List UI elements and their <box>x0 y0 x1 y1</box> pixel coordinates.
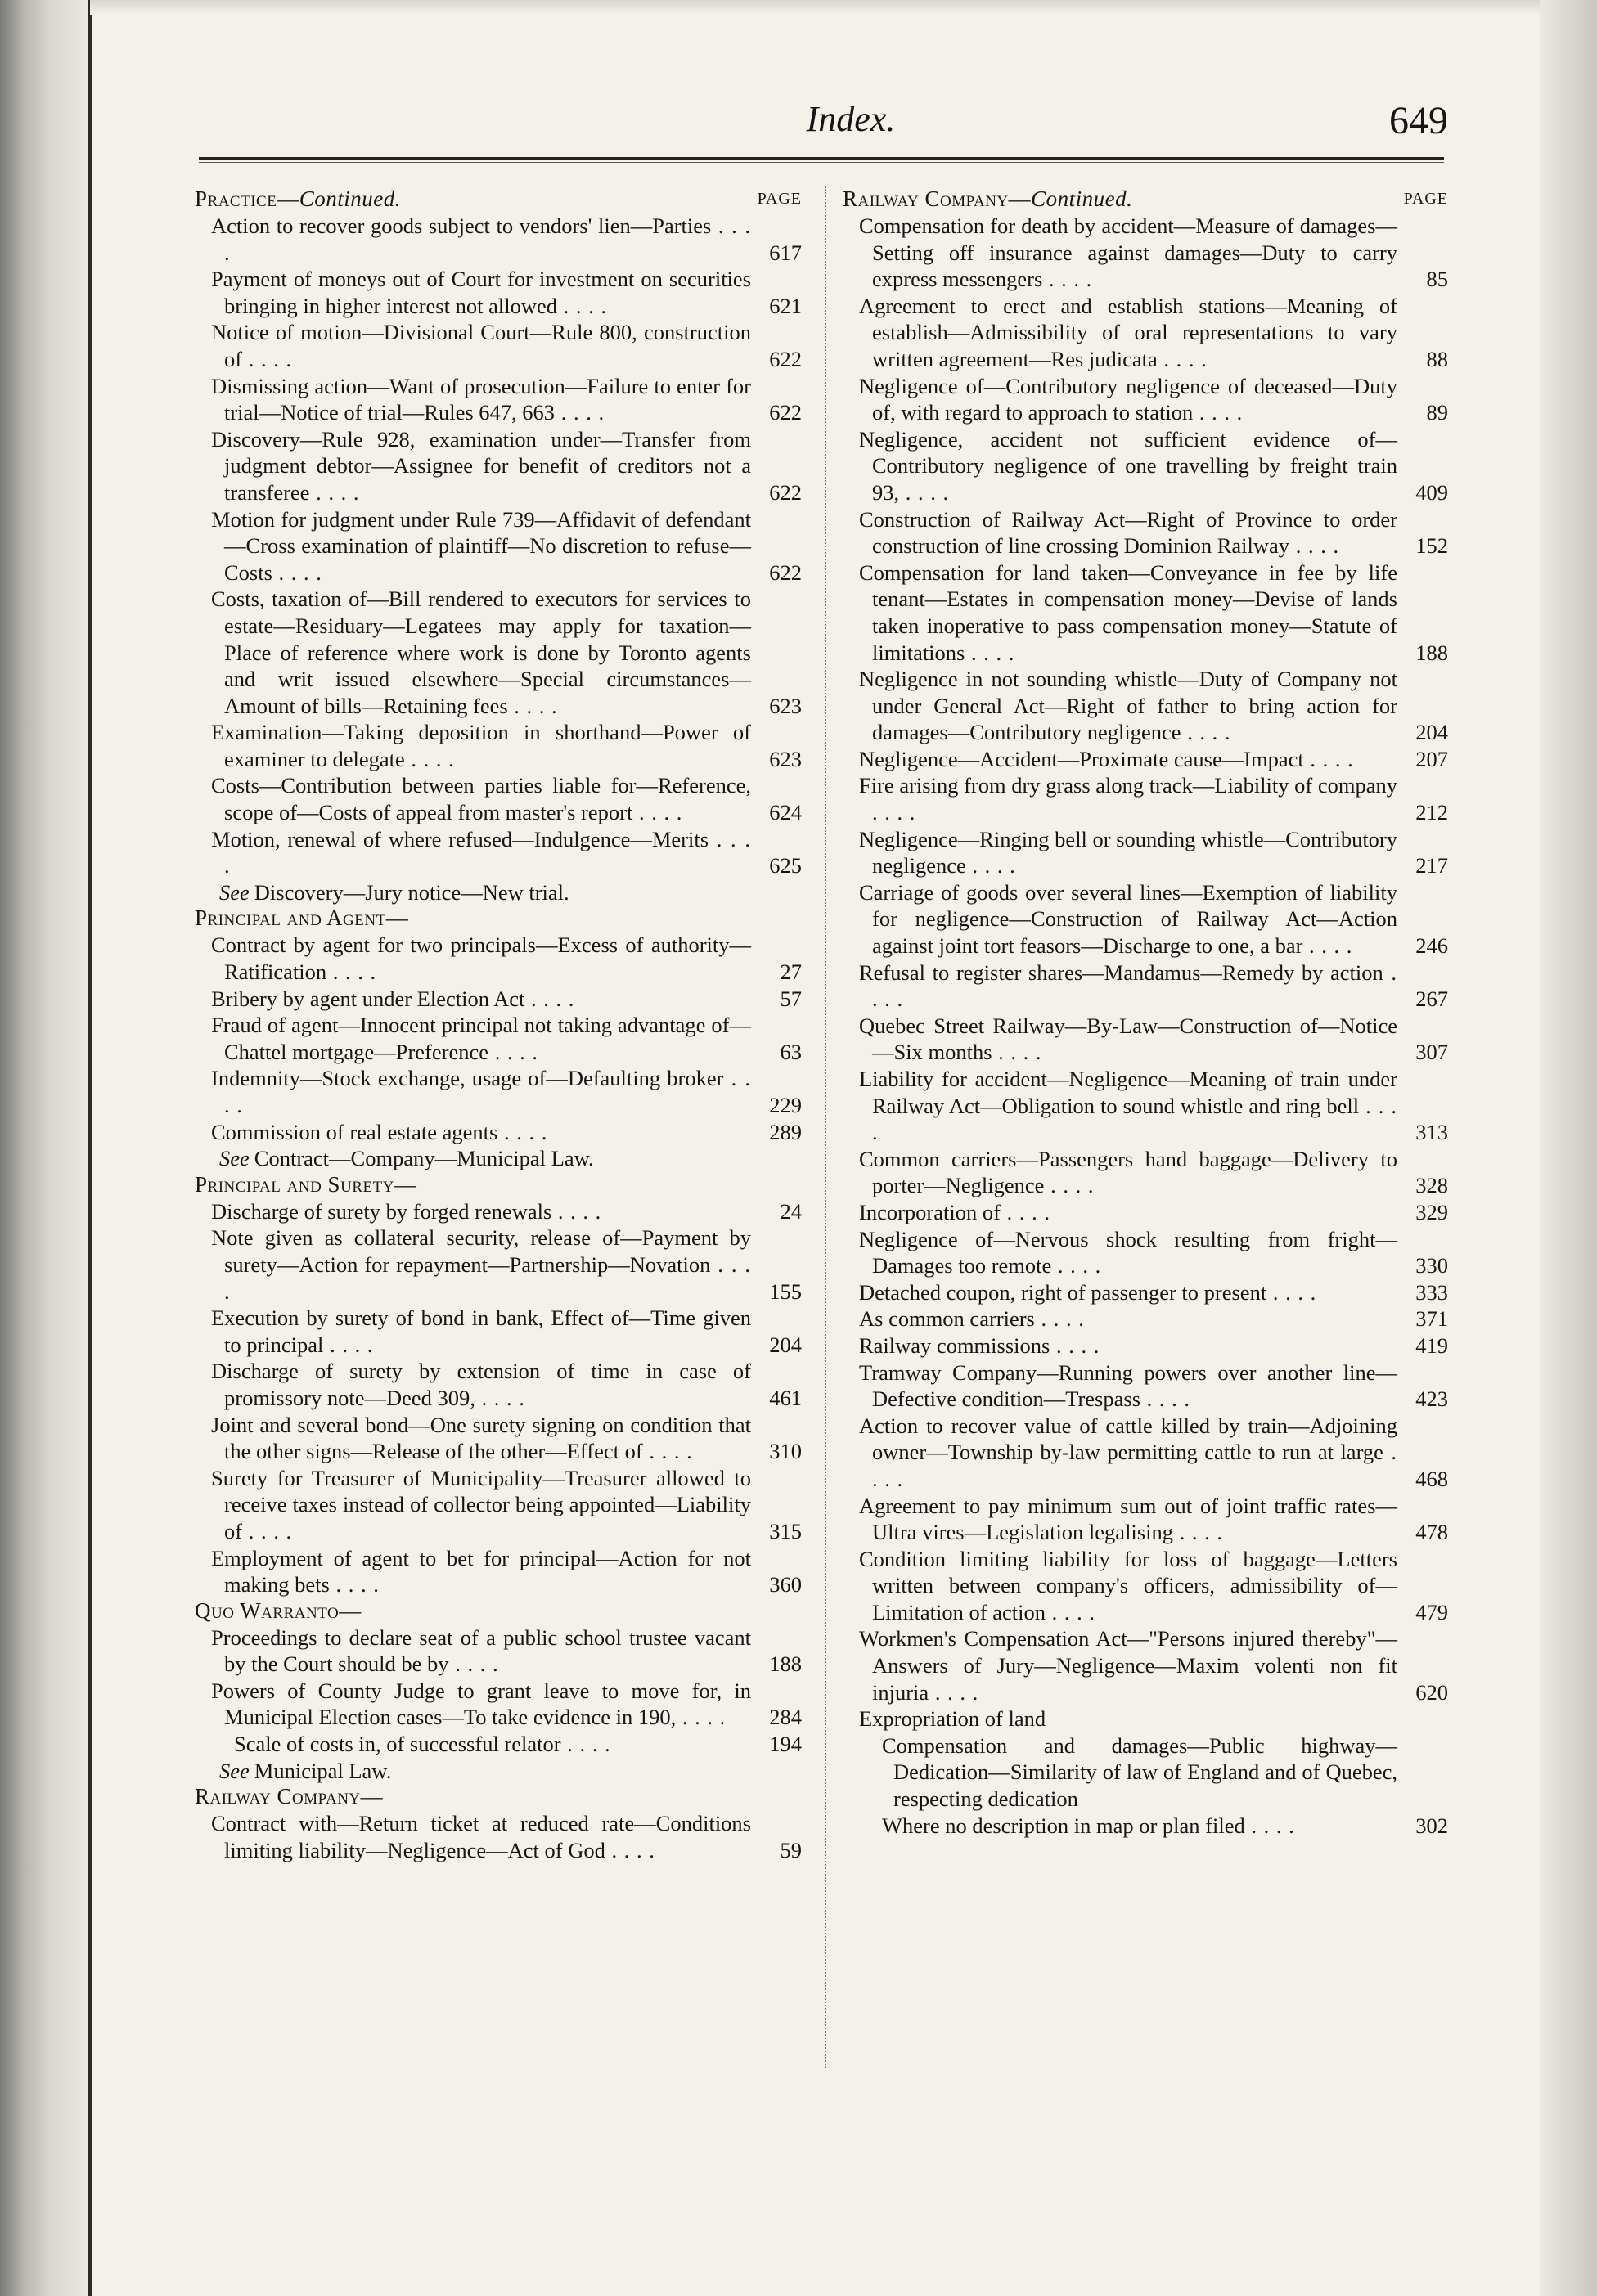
index-entry: Surety for Treasurer of Municipality—Treasurer allowed to receive taxes instead of collector being appointed—Liability of . . . . 315 <box>211 1465 802 1543</box>
index-entry: Negligence, accident not sufficient evidence of—Contributory negligence of one travelling by freight train 93, . . . . 409 <box>859 426 1448 505</box>
entry-page-number: 468 <box>1415 1466 1448 1491</box>
index-entry: Compensation for land taken—Conveyance in fee by life tenant—Estates in compensation money—Devise of lands taken inoperative to pass compensation money—Statute of limitations . . . . 188 <box>859 559 1448 665</box>
index-entry: Negligence of—Contributory negligence of deceased—Duty of, with regard to approach to station . . . . 89 <box>859 373 1448 425</box>
index-heading: Principal and Surety— <box>195 1171 417 1197</box>
entry-text: Agreement to erect and establish stations—Meaning of establish—Admissibility of oral representations to vary written agreement—Res judicata <box>859 293 1397 371</box>
index-entry: Negligence—Ringing bell or sounding whistle—Contributory negligence . . . . 217 <box>859 826 1448 878</box>
entry-page-number: 333 <box>1415 1279 1448 1305</box>
index-entry: Negligence—Accident—Proximate cause—Impact . . . . 207 <box>859 746 1448 771</box>
entry-page-number: 207 <box>1415 746 1448 771</box>
index-column-left <box>195 186 802 1863</box>
entry-page-number: 204 <box>769 1332 802 1357</box>
entry-page-number: 188 <box>1415 640 1448 665</box>
index-entry: Action to recover value of cattle killed by train—Adjoining owner—Township by-law permitting cattle to run at large . . . . 468 <box>859 1413 1448 1491</box>
entry-text: Execution by surety of bond in bank, Effect of—Time given to principal <box>211 1305 751 1357</box>
index-entry: Discharge of surety by forged renewals . . . . 24 <box>211 1198 802 1224</box>
index-entry: Powers of County Judge to grant leave to move for, in Municipal Election cases—To take evidence in 190, . . . . 284 <box>211 1678 802 1730</box>
heading-title: Principal and Agent <box>195 905 386 931</box>
index-entry: Refusal to register shares—Mandamus—Remedy by action . . . . 267 <box>859 959 1448 1012</box>
index-entry: Examination—Taking deposition in shorthand—Power of examiner to delegate . . . . 623 <box>211 720 802 771</box>
see-reference <box>195 879 802 906</box>
entry-page-number: 622 <box>769 559 802 585</box>
entry-page-number: 204 <box>1415 720 1448 745</box>
entry-text: Detached coupon, right of passenger to present <box>859 1279 1267 1305</box>
index-entry: Discharge of surety by extension of time in case of promissory note—Deed 309, . . . . 461 <box>211 1359 802 1410</box>
entry-page-number: 328 <box>1415 1173 1448 1198</box>
entry-text: Indemnity—Stock exchange, usage of—Defaulting broker <box>211 1066 724 1091</box>
entry-text: Refusal to register shares—Mandamus—Remedy by action <box>859 959 1383 985</box>
index-heading: Railway Company—Continued. PAGE <box>843 186 1448 211</box>
entry-text: Fraud of agent—Innocent principal not taking advantage of—Chattel mortgage—Preference <box>211 1013 751 1064</box>
index-entry: Construction of Railway Act—Right of Province to order construction of line crossing Dominion Railway . . . . 152 <box>859 506 1448 559</box>
index-entry: Commission of real estate agents . . . . 289 <box>211 1119 802 1144</box>
entry-text: Proceedings to declare seat of a public school trustee vacant by the Court should be by <box>211 1624 751 1677</box>
entry-text: Commission of real estate agents <box>211 1119 498 1144</box>
index-entry: Carriage of goods over several lines—Exemption of liability for negligence—Construction of Railway Act—Action against joint tort feasors—Discharge to one, a bar . . . . 246 <box>859 879 1448 959</box>
see-label: See <box>219 1146 250 1171</box>
entry-page-number: 89 <box>1426 400 1448 425</box>
index-entry: Workmen's Compensation Act—"Persons injured thereby"—Answers of Jury—Negligence—Maxim volenti non fit injuria . . . . 620 <box>859 1626 1448 1705</box>
index-entry: Condition limiting liability for loss of baggage—Letters written between company's officers, admissibility of—Limitation of action . . . . 479 <box>859 1546 1448 1624</box>
entry-text: Condition limiting liability for loss of baggage—Letters written between company's officers, admissibility of—Limitation of action <box>859 1546 1397 1624</box>
see-text: Municipal Law. <box>254 1758 392 1783</box>
entry-page-number: 478 <box>1415 1520 1448 1545</box>
entry-page-number: 284 <box>769 1705 802 1730</box>
entry-page-number: 24 <box>780 1198 802 1224</box>
entry-page-number: 461 <box>769 1385 802 1410</box>
entry-page-number: 88 <box>1426 346 1448 371</box>
index-entry <box>843 1732 1448 1813</box>
index-column-right <box>843 186 1448 1839</box>
index-entry: Action to recover goods subject to vendors' lien—Parties . . . . 617 <box>211 213 802 265</box>
entry-text: Railway commissions <box>859 1332 1050 1358</box>
entry-page-number: 59 <box>780 1837 802 1862</box>
index-entry: Execution by surety of bond in bank, Effect of—Time given to principal . . . . 204 <box>211 1305 802 1357</box>
column-divider <box>825 186 826 2068</box>
entry-text: Dismissing action—Want of prosecution—Failure to enter for trial—Notice of trial—Rules 647, 663 <box>211 373 751 425</box>
index-entry: Agreement to erect and establish stations—Meaning of establish—Admissibility of oral representations to vary written agreement—Res judicata . . . . 88 <box>859 293 1448 371</box>
index-entry: Fraud of agent—Innocent principal not taking advantage of—Chattel mortgage—Preference . . . . 63 <box>211 1013 802 1064</box>
index-entry: Notice of motion—Divisional Court—Rule 800, construction of . . . . 622 <box>211 320 802 371</box>
heading-title: Practice <box>195 186 277 211</box>
index-entry: Proceedings to declare seat of a public school trustee vacant by the Court should be by . . . . 188 <box>211 1624 802 1677</box>
entry-page-number: 194 <box>769 1732 802 1757</box>
see-label: See <box>219 879 250 905</box>
entry-text: Contract with—Return ticket at reduced rate—Conditions limiting liability—Negligence—Act of God <box>211 1811 751 1862</box>
entry-text: Construction of Railway Act—Right of Province to order construction of line crossing Dominion Railway <box>859 506 1397 559</box>
entry-page-number: 302 <box>1415 1813 1448 1838</box>
entry-page-number: 155 <box>769 1278 802 1304</box>
entry-page-number: 621 <box>769 293 802 318</box>
index-entry: Agreement to pay minimum sum out of joint traffic rates—Ultra vires—Legislation legalising . . . . 478 <box>859 1493 1448 1545</box>
entry-page-number: 63 <box>780 1039 802 1064</box>
index-entry: Common carriers—Passengers hand baggage—Delivery to porter—Negligence . . . . 328 <box>859 1146 1448 1198</box>
see-text: Contract—Company—Municipal Law. <box>254 1146 594 1171</box>
entry-page-number: 246 <box>1415 933 1448 959</box>
entry-text: Negligence in not sounding whistle—Duty of Company not under General Act—Right of father to bring action for damages—Contributory negligence <box>859 667 1397 745</box>
index-heading: Quo Warranto— <box>195 1597 362 1623</box>
entry-text: Discharge of surety by extension of time in case of promissory note—Deed 309, <box>211 1359 751 1410</box>
index-entry: Tramway Company—Running powers over another line—Defective condition—Trespass . . . . 423 <box>859 1359 1448 1412</box>
entry-text: As common carriers <box>859 1306 1035 1332</box>
page-edge-right <box>1540 0 1597 2296</box>
index-entry: Joint and several bond—One surety signing on condition that the other signs—Release of the other—Effect of . . . . 310 <box>211 1412 802 1464</box>
index-entry: Costs—Contribution between parties liable for—Reference, scope of—Costs of appeal from master's report . . . . 624 <box>211 773 802 825</box>
index-entry: Scale of costs in, of successful relator . . . . 194 <box>234 1732 802 1757</box>
index-entry: Payment of moneys out of Court for investment on securities bringing in higher interest not allowed . . . . 621 <box>211 267 802 318</box>
entry-page-number: 622 <box>769 479 802 505</box>
entry-page-number: 267 <box>1415 986 1448 1012</box>
index-entry: Negligence of—Nervous shock resulting from fright—Damages too remote . . . . 330 <box>859 1226 1448 1278</box>
header-rule <box>199 157 1444 160</box>
running-head <box>0 98 1597 147</box>
entry-text: Motion, renewal of where refused—Indulgence—Merits <box>211 826 709 851</box>
entry-text: Expropriation of land <box>859 1706 1046 1732</box>
entry-text: Joint and several bond—One surety signing on condition that the other signs—Release of the other—Effect of <box>211 1412 751 1464</box>
entry-text: Compensation and damages—Public highway—Dedication—Similarity of law of England and of Quebec, respecting dedication <box>882 1732 1397 1812</box>
index-entry: As common carriers . . . . 371 <box>859 1306 1448 1332</box>
header-rule-thin <box>199 162 1444 163</box>
entry-text: Employment of agent to bet for principal—Action for not making bets <box>211 1545 751 1597</box>
index-heading: Practice—Continued. PAGE <box>195 186 802 211</box>
page-column-label: PAGE <box>757 190 802 208</box>
index-entry: Dismissing action—Want of prosecution—Failure to enter for trial—Notice of trial—Rules 647, 663 . . . . 622 <box>211 373 802 425</box>
entry-page-number: 617 <box>769 240 802 265</box>
entry-text: Powers of County Judge to grant leave to move for, in Municipal Election cases—To take evidence in 190, <box>211 1678 751 1730</box>
entry-text: Payment of moneys out of Court for investment on securities bringing in higher interest not allowed <box>211 267 751 318</box>
entry-text: Fire arising from dry grass along track—Liability of company <box>859 773 1397 798</box>
entry-text: Motion for judgment under Rule 739—Affidavit of defendant—Cross examination of plaintiff—No discretion to refuse—Costs <box>211 506 751 585</box>
index-entry: Bribery by agent under Election Act . . . . 57 <box>211 986 802 1011</box>
index-entry: Note given as collateral security, release of—Payment by surety—Action for repayment—Partnership—Novation . . . . 155 <box>211 1225 802 1304</box>
entry-page-number: 620 <box>1415 1679 1448 1705</box>
index-heading: Principal and Agent— <box>195 905 409 931</box>
entry-text: Incorporation of <box>859 1199 1001 1224</box>
see-reference <box>195 1758 802 1785</box>
index-entry: Motion, renewal of where refused—Indulgence—Merits . . . . 625 <box>211 826 802 878</box>
entry-page-number: 622 <box>769 400 802 425</box>
page-number: 649 <box>1389 99 1448 142</box>
entry-text: Action to recover goods subject to vendors' lien—Parties <box>211 213 712 238</box>
see-reference <box>195 1145 802 1172</box>
entry-page-number: 330 <box>1415 1253 1448 1278</box>
entry-page-number: 27 <box>780 959 802 985</box>
entry-page-number: 329 <box>1415 1199 1448 1224</box>
entry-text: Compensation for death by accident—Measure of damages—Setting off insurance against damages—Duty to carry express messengers <box>859 213 1397 292</box>
index-entry: Contract with—Return ticket at reduced rate—Conditions limiting liability—Negligence—Act of God . . . . 59 <box>211 1811 802 1862</box>
index-entry: Motion for judgment under Rule 739—Affidavit of defendant—Cross examination of plaintiff—No discretion to refuse—Costs . . . . 622 <box>211 506 802 585</box>
heading-title: Railway Company <box>195 1784 361 1809</box>
index-entry: Compensation for death by accident—Measure of damages—Setting off insurance against damages—Duty to carry express messengers . . . . 85 <box>859 213 1448 292</box>
entry-text: Notice of motion—Divisional Court—Rule 800, construction of <box>211 320 751 371</box>
entry-page-number: 188 <box>769 1651 802 1677</box>
entry-text: Workmen's Compensation Act—"Persons injured thereby"—Answers of Jury—Negligence—Maxim volenti non fit injuria <box>859 1626 1397 1705</box>
entry-page-number: 217 <box>1415 853 1448 878</box>
entry-page-number: 419 <box>1415 1332 1448 1358</box>
see-text: Discovery—Jury notice—New trial. <box>254 879 569 905</box>
index-entry: Employment of agent to bet for principal—Action for not making bets . . . . 360 <box>211 1545 802 1597</box>
entry-page-number: 371 <box>1415 1306 1448 1332</box>
page-edge-top <box>90 0 1540 15</box>
running-head-title: Index. <box>806 99 896 139</box>
entry-text: Scale of costs in, of successful relator <box>234 1732 561 1757</box>
index-entry: Railway commissions . . . . 419 <box>859 1332 1448 1358</box>
entry-text: Quebec Street Railway—By-Law—Construction of—Notice—Six months <box>859 1013 1397 1065</box>
entry-page-number: 625 <box>769 853 802 878</box>
entry-page-number: 624 <box>769 800 802 825</box>
heading-continued: Continued. <box>1031 186 1133 211</box>
entry-text: Carriage of goods over several lines—Exemption of liability for negligence—Construction of Railway Act—Action against joint tort feasors—Discharge to one, a bar <box>859 879 1397 959</box>
entry-text: Compensation for land taken—Conveyance in fee by life tenant—Estates in compensation money—Devise of lands taken inoperative to pass compensation money—Statute of limitations <box>859 559 1397 665</box>
entry-text: Examination—Taking deposition in shorthand—Power of examiner to delegate <box>211 720 751 771</box>
book-spine-shadow <box>0 0 90 2296</box>
index-entry: Negligence in not sounding whistle—Duty of Company not under General Act—Right of father to bring action for damages—Contributory negligence . . . . 204 <box>859 667 1448 745</box>
heading-continued: Continued. <box>299 186 402 211</box>
see-label: See <box>219 1758 250 1783</box>
index-entry <box>843 1705 1448 1732</box>
entry-text: Negligence, accident not sufficient evidence of—Contributory negligence of one travelling by freight train 93, <box>859 426 1397 505</box>
entry-page-number: 479 <box>1415 1599 1448 1624</box>
entry-page-number: 623 <box>769 693 802 718</box>
entry-page-number: 212 <box>1415 800 1448 825</box>
entry-text: Contract by agent for two principals—Excess of authority—Ratification <box>211 932 751 985</box>
index-entry: Costs, taxation of—Bill rendered to executors for services to estate—Residuary—Legatees may apply for taxation—Place of reference where work is done by Toronto agents and writ issued elsewhere—Special circumstances—Amount of bills—Retaining fees . . . . 623 <box>211 586 802 718</box>
entry-text: Surety for Treasurer of Municipality—Treasurer allowed to receive taxes instead of collector being appointed—Liability of <box>211 1465 751 1543</box>
index-entry: Indemnity—Stock exchange, usage of—Defaulting broker . . . . 229 <box>211 1066 802 1117</box>
entry-text: Costs—Contribution between parties liable for—Reference, scope of—Costs of appeal from master's report <box>211 773 751 825</box>
entry-text: Action to recover value of cattle killed by train—Adjoining owner—Township by-law permitting cattle to run at large <box>859 1413 1397 1465</box>
entry-text: Negligence of—Nervous shock resulting from fright—Damages too remote <box>859 1226 1397 1278</box>
entry-page-number: 315 <box>769 1518 802 1543</box>
entry-text: Liability for accident—Negligence—Meaning of train under Railway Act—Obligation to sound whistle and ring bell <box>859 1067 1397 1118</box>
entry-page-number: 289 <box>769 1119 802 1144</box>
index-entry: Detached coupon, right of passenger to present . . . . 333 <box>859 1279 1448 1305</box>
entry-text: Discovery—Rule 928, examination under—Transfer from judgment debtor—Assignee for benefit of creditors not a transferee <box>211 426 751 505</box>
gutter-line <box>88 0 92 2296</box>
page-column-label: PAGE <box>1403 190 1448 208</box>
entry-page-number: 310 <box>769 1439 802 1464</box>
entry-text: Common carriers—Passengers hand baggage—Delivery to porter—Negligence <box>859 1146 1397 1198</box>
heading-title: Principal and Surety <box>195 1171 394 1197</box>
entry-text: Negligence—Ringing bell or sounding whistle—Contributory negligence <box>859 826 1398 878</box>
entry-text: Note given as collateral security, release of—Payment by surety—Action for repayment—Partnership—Novation <box>211 1225 751 1277</box>
entry-page-number: 307 <box>1415 1040 1448 1065</box>
entry-text: Tramway Company—Running powers over another line—Defective condition—Trespass <box>859 1359 1397 1412</box>
entry-page-number: 152 <box>1415 533 1448 559</box>
index-entry: Liability for accident—Negligence—Meaning of train under Railway Act—Obligation to sound whistle and ring bell . . . . 313 <box>859 1067 1448 1145</box>
index-entry: Incorporation of . . . . 329 <box>859 1199 1448 1224</box>
entry-page-number: 423 <box>1415 1386 1448 1412</box>
index-entry: Discovery—Rule 928, examination under—Transfer from judgment debtor—Assignee for benefit of creditors not a transferee . . . . 622 <box>211 426 802 505</box>
entry-page-number: 622 <box>769 346 802 371</box>
entry-text: Costs, taxation of—Bill rendered to executors for services to estate—Residuary—Legatees may apply for taxation—Place of reference where work is done by Toronto agents and writ issued elsewhere—Special circumstances—Amount of bills—Retaining fees <box>211 586 751 718</box>
entry-text: Agreement to pay minimum sum out of joint traffic rates—Ultra vires—Legislation legalising <box>859 1493 1397 1545</box>
index-entry: Contract by agent for two principals—Excess of authority—Ratification . . . . 27 <box>211 932 802 985</box>
heading-title: Quo Warranto <box>195 1597 340 1623</box>
entry-page-number: 313 <box>1415 1120 1448 1145</box>
index-entry: Where no description in map or plan filed . . . . 302 <box>882 1813 1448 1838</box>
entry-text: Negligence—Accident—Proximate cause—Impact <box>859 746 1304 771</box>
entry-page-number: 623 <box>769 746 802 771</box>
heading-title: Railway Company <box>843 186 1009 211</box>
entry-text: Where no description in map or plan filed <box>882 1813 1245 1838</box>
entry-text: Bribery by agent under Election Act <box>211 986 525 1011</box>
entry-page-number: 409 <box>1415 479 1448 505</box>
index-heading: Railway Company— <box>195 1784 384 1809</box>
entry-text: Negligence of—Contributory negligence of deceased—Duty of, with regard to approach to station <box>859 373 1397 425</box>
entry-text: Discharge of surety by forged renewals <box>211 1198 552 1224</box>
entry-page-number: 85 <box>1426 267 1448 292</box>
entry-page-number: 360 <box>769 1572 802 1597</box>
entry-page-number: 229 <box>769 1093 802 1117</box>
index-entry: Fire arising from dry grass along track—Liability of company . . . . 212 <box>859 773 1448 825</box>
index-entry: Quebec Street Railway—By-Law—Construction of—Notice—Six months . . . . 307 <box>859 1013 1448 1065</box>
entry-page-number: 57 <box>780 986 802 1011</box>
